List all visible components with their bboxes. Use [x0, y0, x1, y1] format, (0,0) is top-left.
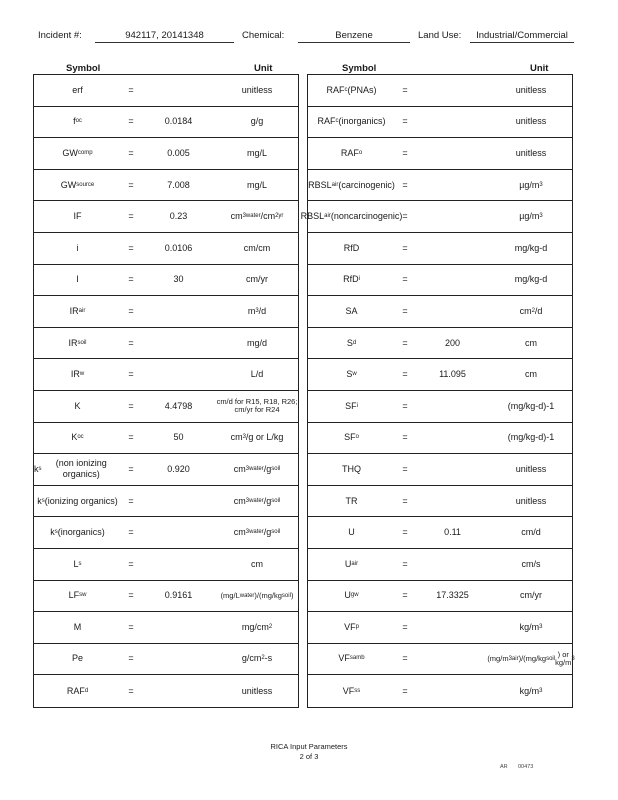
parameter-value: 0.005	[167, 147, 190, 158]
parameter-unit: (mg/L water )/(mg/kg soil )	[220, 590, 294, 600]
left-table-row	[34, 612, 298, 644]
equals-sign: =	[128, 685, 134, 696]
equals-sign: =	[402, 274, 408, 285]
equals-sign: =	[128, 147, 134, 158]
equals-sign: =	[128, 432, 134, 443]
left-unit-header: Unit	[254, 63, 273, 74]
parameter-unit: mg/L	[246, 179, 267, 190]
left-table-row	[34, 107, 298, 139]
right-table-row	[308, 265, 572, 297]
right-table-row	[308, 454, 572, 486]
parameter-symbol: IR air	[69, 305, 86, 316]
parameter-unit: (mg/m 3 air )/(mg/kg soil ) or kg/m 3	[487, 649, 575, 667]
parameter-value	[415, 107, 490, 138]
left-table-row	[34, 423, 298, 455]
chemical-value: Benzene	[298, 30, 410, 43]
parameter-unit: cm/s	[521, 558, 541, 569]
parameter-unit: µg/m 3	[519, 211, 543, 222]
parameter-unit: kg/m 3	[519, 685, 543, 696]
right-unit-header: Unit	[530, 63, 549, 74]
left-table-row	[34, 644, 298, 676]
equals-sign: =	[402, 116, 408, 127]
equals-sign: =	[402, 337, 408, 348]
equals-sign: =	[128, 590, 134, 601]
parameter-symbol: U air	[344, 558, 359, 569]
equals-sign: =	[402, 495, 408, 506]
right-table-row	[308, 107, 572, 139]
parameter-unit: cm 3 water /g soil	[233, 463, 281, 474]
parameter-value	[415, 233, 490, 264]
right-table-row	[308, 423, 572, 455]
equals-sign: =	[128, 211, 134, 222]
equals-sign: =	[128, 653, 134, 664]
parameter-value: 0.23	[169, 211, 188, 222]
left-table-row	[34, 549, 298, 581]
equals-sign: =	[402, 400, 408, 411]
parameter-value	[141, 549, 216, 580]
incident-value: 942117, 20141348	[95, 30, 234, 43]
parameter-symbol: IF	[73, 211, 82, 222]
left-table-row	[34, 75, 298, 107]
parameter-symbol: i	[76, 242, 79, 253]
parameter-unit: cm/yr	[520, 590, 542, 601]
parameter-symbol: RAF c (PNAs)	[326, 84, 377, 95]
parameter-symbol: SF o	[344, 432, 359, 443]
parameter-value	[415, 170, 490, 201]
equals-sign: =	[128, 305, 134, 316]
parameter-symbol: S w	[346, 369, 357, 380]
left-symbol-header: Symbol	[66, 63, 101, 74]
parameter-symbol: k s (non ionizing organics)	[34, 458, 107, 480]
parameter-value	[415, 201, 490, 232]
parameter-unit: (mg/kg-d)-1	[507, 400, 555, 411]
parameter-symbol: RAF o	[340, 147, 363, 158]
footer-title: RICA Input Parameters	[270, 742, 348, 751]
parameter-unit: (mg/kg-d)-1	[507, 432, 555, 443]
parameter-unit: g/g	[250, 116, 264, 127]
parameter-unit: unitless	[241, 84, 273, 95]
right-table-row	[308, 581, 572, 613]
equals-sign: =	[402, 685, 408, 696]
equals-sign: =	[128, 400, 134, 411]
parameter-value: 17.3325	[436, 590, 469, 601]
parameter-value: 0.0184	[164, 116, 193, 127]
parameter-symbol: K oc	[71, 432, 84, 443]
equals-sign: =	[402, 653, 408, 664]
equals-sign: =	[128, 495, 134, 506]
parameter-unit: kg/m 3	[519, 621, 543, 632]
left-table-row	[34, 170, 298, 202]
right-table-row	[308, 328, 572, 360]
parameter-symbol: THQ	[342, 463, 361, 474]
equals-sign: =	[402, 463, 408, 474]
left-table-row	[34, 517, 298, 549]
left-table-row	[34, 138, 298, 170]
parameter-symbol: LF sw	[68, 590, 87, 601]
right-table-row	[308, 612, 572, 644]
parameter-symbol: RfD i	[343, 274, 360, 285]
parameter-unit: unitless	[515, 147, 547, 158]
equals-sign: =	[128, 463, 134, 474]
parameter-symbol: S d	[346, 337, 357, 348]
parameter-value	[415, 75, 490, 106]
left-table-row	[34, 359, 298, 391]
equals-sign: =	[128, 337, 134, 348]
right-table-row	[300, 201, 572, 233]
right-table-row	[308, 359, 572, 391]
right-table-row	[308, 296, 572, 328]
parameter-symbol: K	[74, 400, 81, 411]
parameter-unit: g/cm 2 -s	[241, 653, 273, 664]
equals-sign: =	[128, 84, 134, 95]
chemical-label: Chemical:	[242, 30, 285, 41]
parameter-symbol: Pe	[71, 653, 83, 664]
parameter-symbol: U gw	[344, 590, 359, 601]
equals-sign: =	[128, 242, 134, 253]
right-table-row	[308, 486, 572, 518]
parameter-symbol: I	[76, 274, 79, 285]
parameter-symbol: GW source	[60, 179, 95, 190]
equals-sign: =	[402, 242, 408, 253]
parameter-value	[415, 549, 490, 580]
landuse-value: Industrial/Commercial	[470, 30, 574, 43]
equals-sign: =	[128, 116, 134, 127]
equals-sign: =	[402, 558, 408, 569]
stamp-number: 00473	[518, 764, 534, 770]
parameter-value: 50	[173, 432, 184, 443]
incident-label: Incident #:	[38, 30, 82, 41]
parameter-unit: cm	[525, 337, 537, 348]
parameter-symbol: L s	[73, 558, 82, 569]
equals-sign: =	[402, 211, 408, 222]
equals-sign: =	[128, 274, 134, 285]
parameter-value	[415, 423, 490, 454]
parameter-value	[415, 675, 490, 707]
parameter-value	[415, 612, 490, 643]
equals-sign: =	[402, 527, 408, 538]
parameter-value	[141, 612, 216, 643]
parameter-symbol: M	[73, 621, 82, 632]
parameter-value	[415, 391, 490, 422]
parameter-symbol: erf	[72, 84, 83, 95]
parameter-value	[415, 486, 490, 517]
equals-sign: =	[402, 590, 408, 601]
equals-sign: =	[402, 432, 408, 443]
parameter-value: 30	[173, 274, 184, 285]
equals-sign: =	[402, 305, 408, 316]
parameter-unit: mg/kg-d	[514, 242, 548, 253]
parameter-unit: µg/m 3	[519, 179, 543, 190]
left-table-row	[34, 328, 298, 360]
parameter-value: 0.9161	[164, 590, 193, 601]
left-table-row	[34, 391, 298, 423]
parameter-unit: cm 2 /d	[519, 305, 543, 316]
left-table-row	[34, 296, 298, 328]
parameter-value: 11.095	[439, 369, 466, 380]
parameter-value: 7.008	[167, 179, 190, 190]
parameter-symbol: RAF c (inorganics)	[317, 116, 386, 127]
right-table-row	[308, 138, 572, 170]
parameter-value	[415, 138, 490, 169]
equals-sign: =	[402, 369, 408, 380]
parameter-unit: unitless	[515, 116, 547, 127]
equals-sign: =	[128, 527, 134, 538]
stamp-prefix: AR	[500, 764, 508, 770]
parameter-unit: cm 3 water /g soil	[233, 527, 281, 538]
parameter-unit: unitless	[515, 463, 547, 474]
equals-sign: =	[402, 84, 408, 95]
parameter-symbol: k s (inorganics)	[50, 527, 105, 538]
parameter-unit: cm 3 /g or L/kg	[230, 432, 284, 443]
parameter-symbol: U	[348, 527, 355, 538]
equals-sign: =	[128, 558, 134, 569]
right-table-row	[308, 517, 572, 549]
footer-page: 2 of 3	[299, 752, 319, 761]
parameter-symbol: SF i	[345, 400, 358, 411]
parameter-unit: cm/d for R15, R18, R26; cm/yr for R24	[216, 397, 298, 415]
parameter-unit: unitless	[515, 84, 547, 95]
left-table-row	[34, 233, 298, 265]
left-table-row	[34, 454, 298, 486]
right-table-row	[308, 675, 572, 707]
parameter-symbol: RBSL air (carcinogenic)	[308, 179, 395, 190]
landuse-label: Land Use:	[418, 30, 462, 41]
parameter-unit: mg/L	[246, 147, 267, 158]
parameter-value	[141, 296, 216, 327]
parameter-unit: cm/d	[521, 527, 541, 538]
left-table-row	[34, 581, 298, 613]
parameter-unit: m 3 /d	[247, 305, 267, 316]
parameter-value	[141, 486, 216, 517]
parameter-symbol: IR w	[70, 369, 85, 380]
parameter-value: 0.920	[167, 463, 190, 474]
equals-sign: =	[128, 621, 134, 632]
right-table-row	[308, 549, 572, 581]
parameter-symbol: f oc	[73, 116, 82, 127]
left-parameter-table	[33, 74, 299, 708]
parameter-unit: cm 3 water /cm 2 yr	[230, 211, 284, 222]
parameter-unit: L/d	[250, 369, 264, 380]
parameter-unit: cm 3 water /g soil	[233, 495, 281, 506]
parameter-symbol: RAF d	[66, 685, 89, 696]
parameter-value	[141, 359, 216, 390]
parameter-symbol: VF p	[344, 621, 359, 632]
left-table-row	[34, 201, 298, 233]
parameter-symbol: GW comp	[62, 147, 93, 158]
parameter-value	[415, 265, 490, 296]
parameter-symbol: RBSL air (noncarcinogenic)	[300, 211, 403, 222]
parameter-unit: cm/cm	[243, 242, 271, 253]
parameter-value	[141, 328, 216, 359]
parameter-value: 200	[444, 337, 461, 348]
right-parameter-table	[300, 74, 575, 708]
parameter-symbol: RfD	[343, 242, 360, 253]
parameter-symbol: SA	[345, 305, 358, 316]
parameter-value: 4.4798	[164, 400, 193, 411]
document-header	[0, 30, 618, 46]
right-symbol-header: Symbol	[342, 63, 377, 74]
left-table-row	[34, 265, 298, 297]
parameter-value	[141, 517, 216, 548]
right-table-row	[308, 644, 575, 676]
equals-sign: =	[128, 369, 134, 380]
parameter-value	[141, 75, 216, 106]
parameter-symbol: VF ss	[342, 685, 361, 696]
parameter-value	[415, 454, 490, 485]
parameter-value: 0.11	[444, 527, 461, 538]
equals-sign: =	[128, 179, 134, 190]
right-table-row	[308, 233, 572, 265]
equals-sign: =	[402, 621, 408, 632]
right-table-row	[308, 75, 572, 107]
right-table-row	[308, 170, 572, 202]
parameter-unit: cm	[251, 558, 263, 569]
parameter-value	[141, 675, 216, 707]
parameter-unit: cm/yr	[246, 274, 268, 285]
parameter-value	[415, 644, 490, 675]
parameter-symbol: TR	[345, 495, 358, 506]
equals-sign: =	[402, 179, 408, 190]
equals-sign: =	[402, 147, 408, 158]
parameter-unit: mg/d	[246, 337, 267, 348]
parameter-unit: mg/kg-d	[514, 274, 548, 285]
right-table-row	[308, 391, 572, 423]
parameter-symbol: VF samb	[338, 653, 365, 664]
parameter-value	[141, 644, 216, 675]
parameter-value: 0.0106	[164, 242, 193, 253]
parameter-value	[415, 296, 490, 327]
parameter-symbol: IR soil	[68, 337, 87, 348]
left-table-row	[34, 675, 298, 707]
parameter-unit: unitless	[515, 495, 547, 506]
parameter-symbol: k s (ionizing organics)	[37, 495, 118, 506]
left-table-row	[34, 486, 298, 518]
parameter-unit: unitless	[241, 685, 273, 696]
parameter-unit: mg/cm 2	[241, 621, 273, 632]
parameter-unit: cm	[525, 369, 537, 380]
